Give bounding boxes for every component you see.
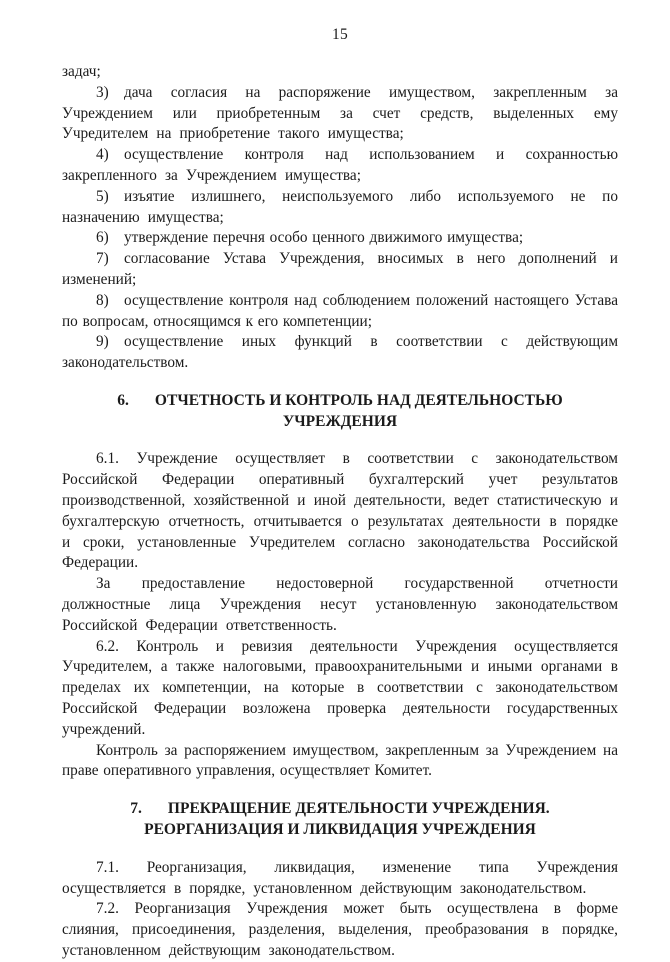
- list-item: [62, 83, 618, 145]
- section-title-line-2: РЕОРГАНИЗАЦИЯ И ЛИКВИДАЦИЯ УЧРЕЖДЕНИЯ: [144, 821, 536, 838]
- list-item-number: 6): [96, 229, 109, 247]
- list-item-number: 5): [96, 187, 109, 205]
- list-item-text: осуществление контроля над использованием и сохранностью закрепленного за Учреждением имущества;: [62, 146, 618, 184]
- list-item: [62, 291, 618, 333]
- list-item-number: 4): [96, 146, 109, 164]
- section-heading-6: [62, 391, 618, 433]
- list-item-text: дача согласия на распоряжение имуществом, закрепленным за Учреждением или приобретенным за счет средств, выделенных ему Учредителем на приобретение такого имущества;: [62, 83, 618, 143]
- list-item-text: осуществление иных функций в соответствии с действующим законодательством.: [62, 333, 618, 372]
- paragraph-6-2-b: Контроль за распоряжением имуществом, закрепленным за Учреждением на праве оперативного управления, осуществляет Комитет.: [62, 741, 618, 780]
- list-item-number: 9): [96, 333, 109, 351]
- paragraph-6-1: 6.1. Учреждение осуществляет в соответствии с законодательством Российской Федерации оперативный бухгалтерский учет результатов производственной, хозяйственной и иной деятельности, ведет статистическую и бухгалтерскую отчетность, отчитывается о результатах деятельности в порядке и сроки, установленные Учредителем согласно законодательства Российской Федерации.: [62, 450, 618, 572]
- list-item: [62, 332, 618, 374]
- list-item: [62, 249, 618, 291]
- section-number: 7.: [130, 800, 142, 818]
- list-item-number: 3): [96, 83, 109, 101]
- list-item-text: утверждение перечня особо ценного движимого имущества;: [124, 229, 524, 247]
- section-title-line-2: УЧРЕЖДЕНИЯ: [282, 412, 398, 430]
- paragraph-7-1: 7.1. Реорганизация, ликвидация, изменение типа Учреждения осуществляется в порядке, установленном действующим законодательством.: [62, 858, 618, 897]
- list-item: [62, 145, 618, 187]
- section-title-line-1: ОТЧЕТНОСТЬ И КОНТРОЛЬ НАД ДЕЯТЕЛЬНОСТЬЮ: [154, 391, 563, 409]
- paragraph-7-2: 7.2. Реорганизация Учреждения может быть осуществлена в форме слияния, присоединения, разделения, выделения, преобразования в порядке, установленном действующим законодательством.: [62, 900, 618, 959]
- list-item: [62, 228, 618, 249]
- list-item-text: изъятие излишнего, неиспользуемого либо используемого не по назначению имущества;: [62, 187, 618, 226]
- list-item-text: согласование Устава Учреждения, вносимых в него дополнений и изменений;: [62, 250, 618, 288]
- section-heading-7: [62, 799, 618, 841]
- paragraph-6-2: 6.2. Контроль и ревизия деятельности Учреждения осуществляется Учредителем, а также налоговыми, правоохранительными и иными органами в пределах их компетенции, на которые в соответствии с законодательством Российской Федерации возложена проверка деятельности государственных учреждений.: [62, 637, 618, 738]
- section-number: 6.: [117, 391, 129, 409]
- list-item-number: 7): [96, 250, 109, 268]
- list-item-number: 8): [96, 291, 109, 309]
- page-number: 15: [332, 26, 348, 43]
- list-item-text: осуществление контроля над соблюдением положений настоящего Устава по вопросам, относящимся к его компетенции;: [62, 291, 618, 330]
- section-title-line-1: ПРЕКРАЩЕНИЕ ДЕЯТЕЛЬНОСТИ УЧРЕЖДЕНИЯ.: [167, 800, 550, 818]
- list-item: [62, 187, 618, 229]
- paragraph-6-1-b: За предоставление недостоверной государственной отчетности должностные лица Учреждения несут установленную законодательством Российской Федерации ответственность.: [62, 575, 618, 634]
- continuation-line: задач;: [62, 63, 101, 80]
